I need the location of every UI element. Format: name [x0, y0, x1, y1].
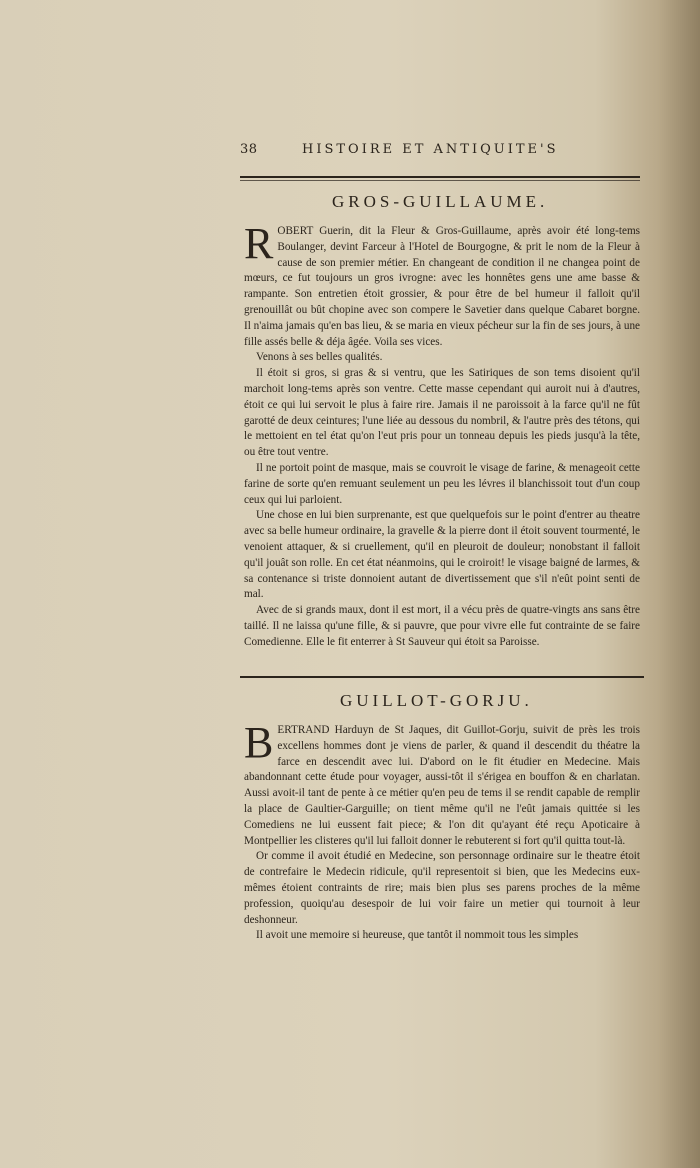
drop-cap: B — [244, 718, 274, 767]
paragraph: ROBERT Guerin, dit la Fleur & Gros-Guillaume, après avoir été long-tems Boulanger, devint Farceur à l'Hotel de Bourgogne, & prit le nom de la Fleur à cause de son premier métier. En changeant de condition il ne changea point de mœurs, ce fut toujours un gros ivrogne: avec les honnêtes gens une ame basse & rampante. Son entretien étoit grossier, & pour être de bel humeur il falloit qu'il grenouillât ou bût chopine avec son compere le Savetier dans quelque Cabaret borgne. Il n'aima jamais qu'en bas lieu, & se maria en vieux pécheur sur la fin de ses jours, à une fille assés belle & déja âgée. Voila ses vices. — [244, 219, 640, 348]
paragraph: Il avoit une memoire si heureuse, que tantôt il nommoit tous les simples — [256, 929, 579, 942]
paragraph: Avec de si grands maux, dont il est mort, il a vécu près de quatre-vingts ans sans être taillé. Il ne laissa qu'une fille, & si pauvre, que pour vivre elle fut contrainte de se faire Comedienne. Elle le fit enterrer à St Sauveur qui étoit sa Paroisse. — [244, 604, 640, 648]
paragraph: Il étoit si gros, si gras & si ventru, que les Satiriques de son tems disoient qu'il marchoit long-tems après son ventre. Cette masse cependant qui auroit nui à d'autres, étoit ce qui lui servoit le plus à faire rire. Jamais il ne paroissoit à la farce qu'il ne fût garotté de deux ceintures; l'une liée au dessous du nombril, & l'autre près des tétons, qui le mettoient en tel état qu'on l'eut pris pour un tonneau depuis les pieds jusqu'à la tête, ou être tout ventre. — [244, 367, 640, 459]
header-rule — [240, 176, 640, 178]
paragraph: BERTRAND Harduyn de St Jaques, dit Guillot-Gorju, suivit de près les trois excellens hommes dont je viens de parler, & quand il descendit du théatre la farce en descendit avec lui. D'abord on le fit étudier en Medecine. Mais abandonnant cette étude pour voyager, aussi-tôt il s'érigea en bouffon & en charlatan. Aussi avoit-il tant de pente à ce métier qu'en peu de tems il se rendit capable de remplir la place de Gaultier-Garguille; on tient même qu'il ne l'eût jamais quittée si les Comediens ne lui eussent fait piece; & l'on dit qu'ayant été reçu Apoticaire à Montpellier les clisteres qu'il lui falloit donner le rebuterent si fort qu'il quitta tout-là. — [244, 718, 640, 847]
section-title-guillot-gorju: GUILLOT-GORJU. — [340, 691, 533, 710]
running-head — [240, 142, 640, 162]
section-body-gros-guillaume — [244, 219, 640, 651]
paragraph: Or comme il avoit étudié en Medecine, son personnage ordinaire sur le theatre étoit de contrefaire le Medecin ridicule, qu'il representoit si bien, que les Medecins eux-mêmes étoient contraints de rire; mais bien plus ses parens proches de la même profession, quoiqu'au desespoir de lui voir faire un metier qui tournoit à leur deshonneur. — [244, 850, 640, 926]
paragraph: Une chose en lui bien surprenante, est que quelquefois sur le point d'entrer au theatre avec sa belle humeur ordinaire, la gravelle & la pierre dont il étoit souvent tourmenté, le venoient attaquer, & si cruellement, qu'il en pleuroit de douleur; nonobstant il falloit qu'il jouât son rolle. En cet état néanmoins, qui le croiroit! le visage baigné de larmes, & sa contenance si triste donnoient autant de divertissement que s'il n'eût point senti de mal. — [244, 509, 640, 601]
section-title-gros-guillaume: GROS-GUILLAUME. — [332, 192, 549, 211]
header-rule-thin — [240, 180, 640, 181]
drop-cap: R — [244, 219, 274, 268]
paragraph: Venons à ses belles qualités. — [256, 351, 383, 364]
section-divider — [240, 676, 644, 678]
section-body-guillot-gorju — [244, 718, 640, 944]
paragraph: Il ne portoit point de masque, mais se couvroit le visage de farine, & menageoit cette farine de sorte qu'en remuant seulement un peu les lévres il blanchissoit tout d'un coup ceux qui lui parloient. — [244, 461, 640, 506]
running-title: HISTOIRE ET ANTIQUITE'S — [302, 142, 559, 157]
page-number: 38 — [240, 142, 258, 157]
